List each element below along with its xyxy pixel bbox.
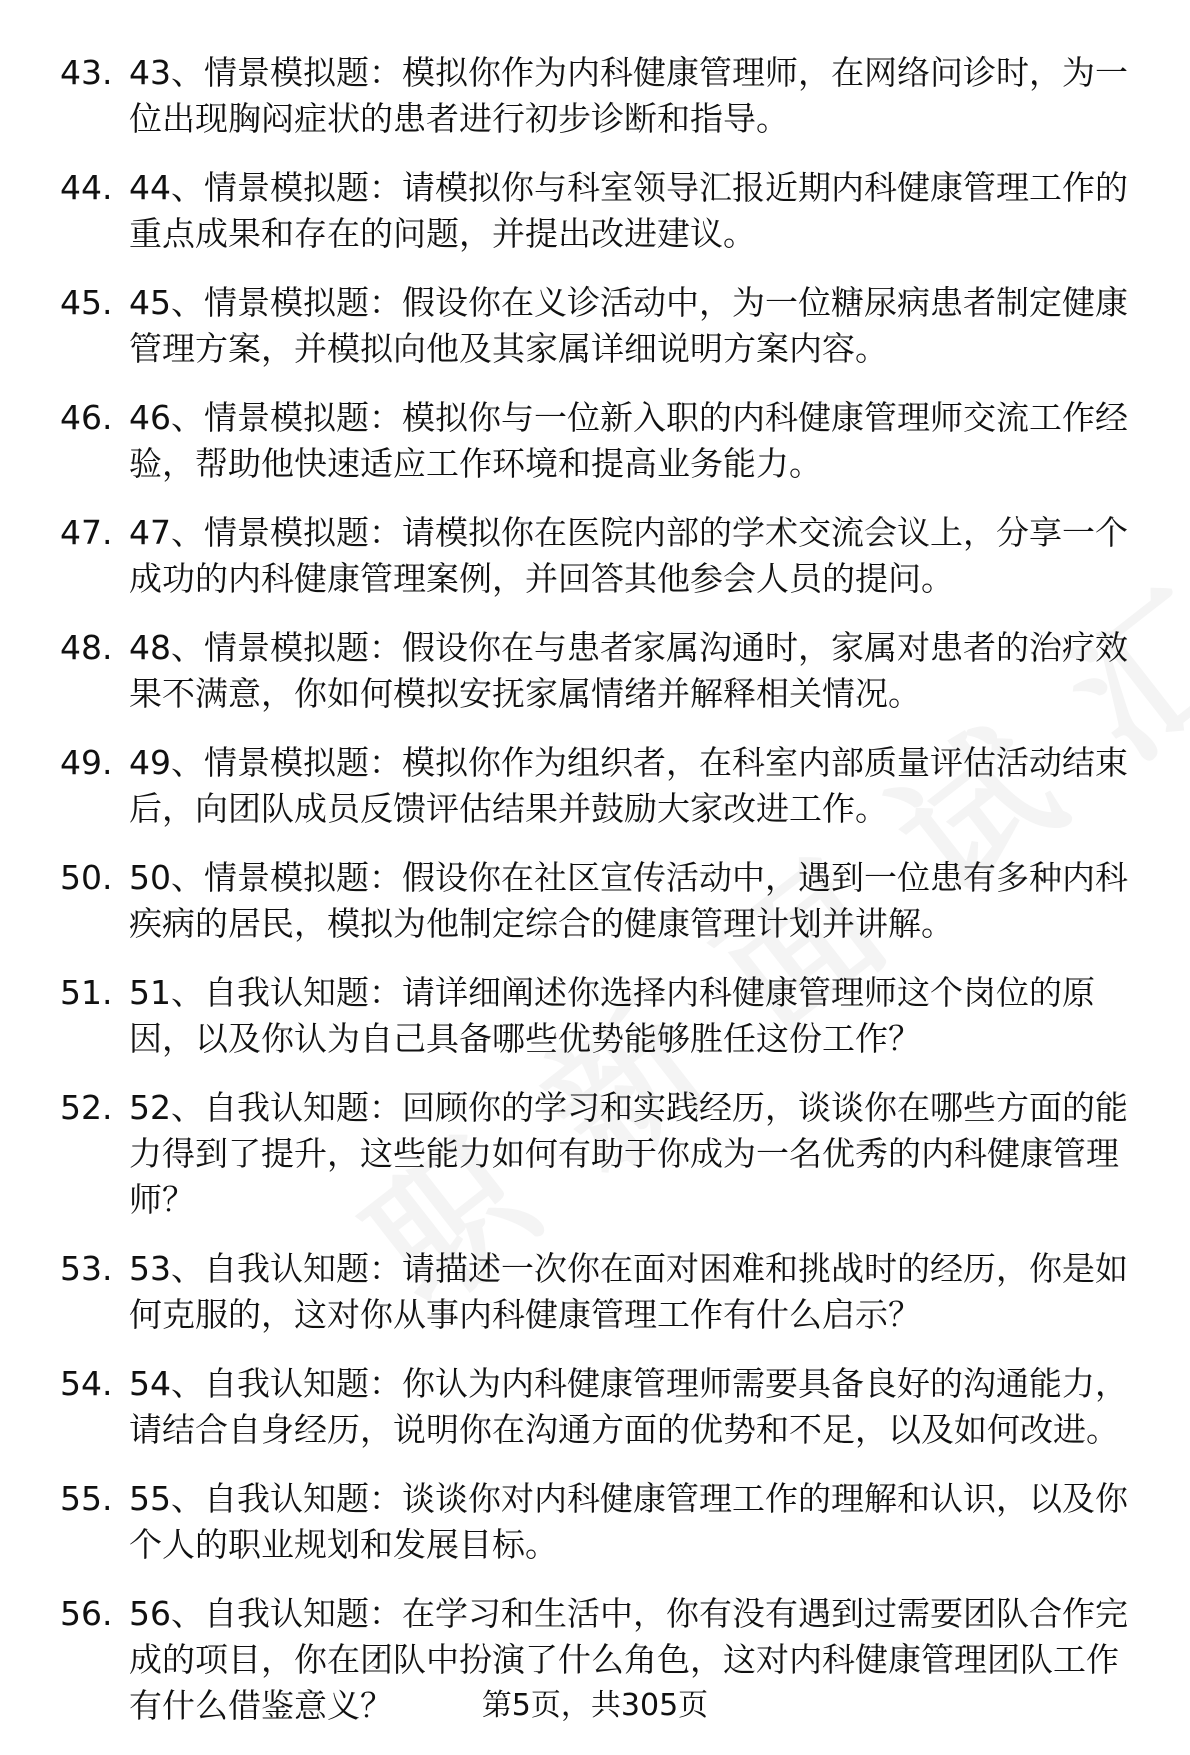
list-item [60,50,1150,142]
item-text: 54、自我认知题：你认为内科健康管理师需要具备良好的沟通能力，请结合自身经历，说明你在沟通方面的优势和不足，以及如何改进。 [129,1364,1128,1449]
item-number: 55. [60,1479,113,1518]
item-text: 52、自我认知题：回顾你的学习和实践经历，谈谈你在哪些方面的能力得到了提升，这些能力如何有助于你成为一名优秀的内科健康管理师？ [129,1088,1128,1219]
item-number: 53. [60,1249,113,1288]
list-item [60,510,1150,602]
item-number: 44. [60,168,113,207]
item-number: 48. [60,628,113,667]
list-item [60,970,1150,1062]
list-item [60,855,1150,947]
item-number: 52. [60,1088,113,1127]
item-number: 51. [60,973,113,1012]
list-item [60,1085,1150,1223]
item-text: 48、情景模拟题：假设你在与患者家属沟通时，家属对患者的治疗效果不满意，你如何模拟安抚家属情绪并解释相关情况。 [129,628,1128,713]
item-number: 54. [60,1364,113,1403]
question-list [60,50,1150,1752]
item-text: 45、情景模拟题：假设你在义诊活动中，为一位糖尿病患者制定健康管理方案，并模拟向他及其家属详细说明方案内容。 [129,283,1128,368]
item-text: 53、自我认知题：请描述一次你在面对困难和挑战时的经历，你是如何克服的，这对你从事内科健康管理工作有什么启示？ [129,1249,1128,1334]
list-item [60,1361,1150,1453]
list-item [60,280,1150,372]
item-text: 47、情景模拟题：请模拟你在医院内部的学术交流会议上，分享一个成功的内科健康管理案例，并回答其他参会人员的提问。 [129,513,1128,598]
page-footer: 第5页，共305页 [481,1688,709,1723]
item-text: 50、情景模拟题：假设你在社区宣传活动中，遇到一位患有多种内科疾病的居民，模拟为他制定综合的健康管理计划并讲解。 [129,858,1128,943]
item-number: 45. [60,283,113,322]
item-number: 50. [60,858,113,897]
item-text: 44、情景模拟题：请模拟你与科室领导汇报近期内科健康管理工作的重点成果和存在的问题，并提出改进建议。 [129,168,1128,253]
item-text: 56、自我认知题：在学习和生活中，你有没有遇到过需要团队合作完成的项目，你在团队中扮演了什么角色，这对内科健康管理团队工作有什么借鉴意义？ [129,1594,1128,1725]
item-text: 51、自我认知题：请详细阐述你选择内科健康管理师这个岗位的原因，以及你认为自己具备哪些优势能够胜任这份工作？ [129,973,1095,1058]
list-item [60,1246,1150,1338]
item-number: 46. [60,398,113,437]
item-number: 49. [60,743,113,782]
list-item [60,395,1150,487]
item-text: 49、情景模拟题：模拟你作为组织者，在科室内部质量评估活动结束后，向团队成员反馈评估结果并鼓励大家改进工作。 [129,743,1128,828]
item-number: 43. [60,53,113,92]
list-item [60,1476,1150,1568]
list-item [60,165,1150,257]
item-text: 55、自我认知题：谈谈你对内科健康管理工作的理解和认识，以及你个人的职业规划和发展目标。 [129,1479,1128,1564]
item-number: 47. [60,513,113,552]
item-number: 56. [60,1594,113,1633]
item-text: 46、情景模拟题：模拟你与一位新入职的内科健康管理师交流工作经验，帮助他快速适应工作环境和提高业务能力。 [129,398,1128,483]
list-item [60,625,1150,717]
list-item [60,740,1150,832]
item-text: 43、情景模拟题：模拟你作为内科健康管理师，在网络问诊时，为一位出现胸闷症状的患者进行初步诊断和指导。 [129,53,1128,138]
